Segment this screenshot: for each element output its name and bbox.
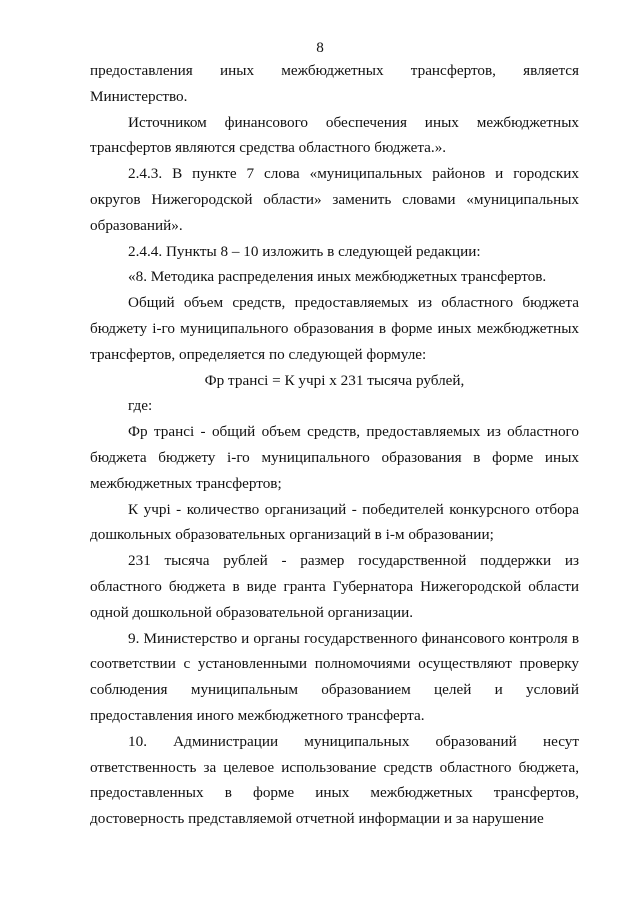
definition-fr-trans: Фр трансi - общий объем средств, предоставляемых из областного бюджета бюджету i-го муниципального образования в форме иных межбюджетных трансфертов; [90,423,579,492]
definition-k-uchr: К учрi - количество организаций - победителей конкурсного отбора дошкольных образовательных организаций в i-м образовании; [90,500,579,544]
paragraph-funding-source: Источником финансового обеспечения иных межбюджетных трансфертов являются средства областного бюджета.». [90,113,579,157]
paragraph-8-title: «8. Методика распределения иных межбюджетных трансфертов. [128,268,547,286]
definition-231: 231 тысяча рублей - размер государственной поддержки из областного бюджета в виде гранта Губернатора Нижегородской области одной дошкольной образовательной организации. [90,552,579,621]
formula: Фр трансi = К учрi х 231 тысяча рублей, [204,371,465,389]
paragraph-10: 10. Администрации муниципальных образований несут ответственность за целевое использование средств областного бюджета, предоставленных в форме иных межбюджетных трансфертов, достоверность представляемой отчетной информации и за нарушение [90,732,579,828]
paragraph-9: 9. Министерство и органы государственного финансового контроля в соответствии с установленными полномочиями осуществляют проверку соблюдения муниципальным образованием целей и условий предоставления иного межбюджетного трансферта. [90,629,579,724]
paragraph-2-4-4: 2.4.4. Пункты 8 – 10 изложить в следующей редакции: [128,242,481,260]
paragraph-2-4-3: 2.4.3. В пункте 7 слова «муниципальных районов и городских округов Нижегородской области» заменить словами «муниципальных образований». [90,165,579,234]
page-number: 8 [316,39,324,56]
paragraph-continuation: предоставления иных межбюджетных трансфертов, является Министерство. [90,62,579,105]
paragraph-where: где: [128,397,153,415]
paragraph-total-volume: Общий объем средств, предоставляемых из областного бюджета бюджету i-го муниципального образования в форме иных межбюджетных трансфертов, определяется по следующей формуле: [90,294,579,363]
document-body [90,58,579,832]
